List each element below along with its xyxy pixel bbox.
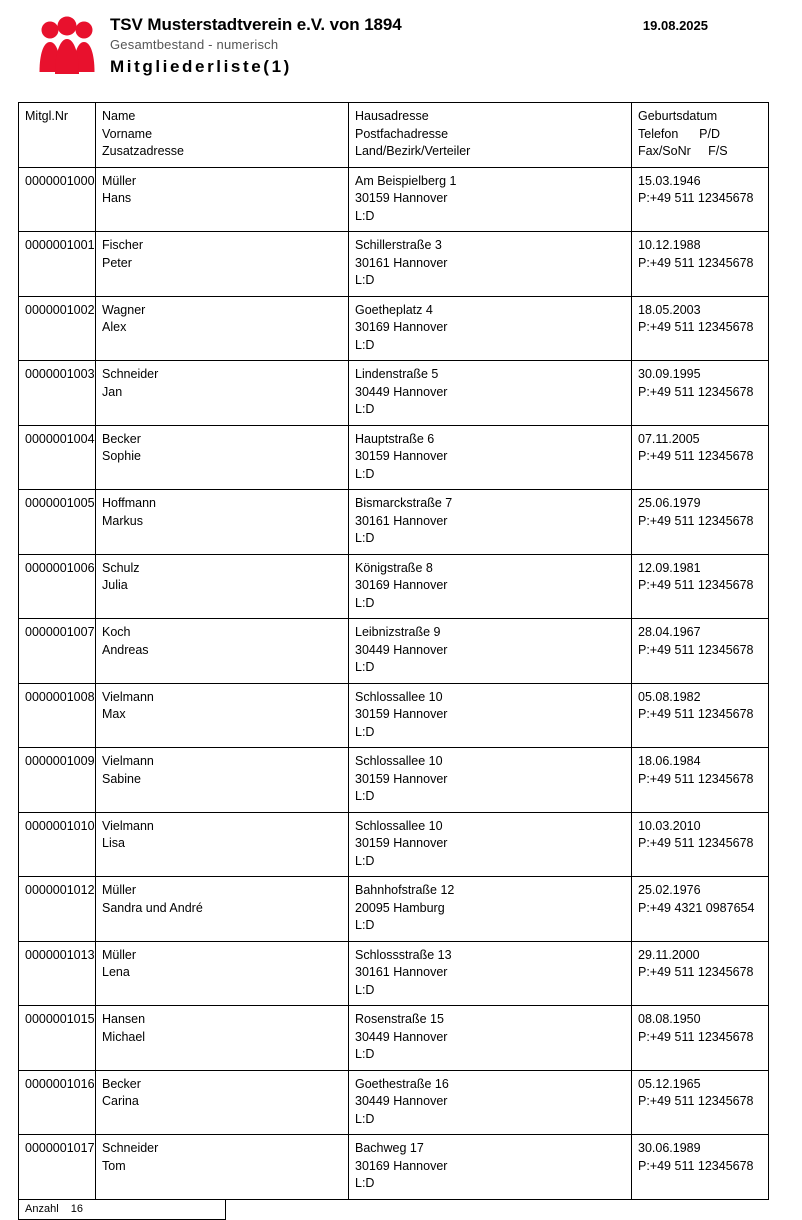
cell-member-number xyxy=(19,554,96,619)
member-country: L:D xyxy=(355,208,375,223)
member-street: Bahnhofstraße 12 xyxy=(355,883,455,897)
member-birthdate: 29.11.2000 xyxy=(638,947,700,962)
member-city: 30169 Hannover xyxy=(355,1158,448,1173)
member-city: 30159 Hannover xyxy=(355,449,448,463)
member-country: L:D xyxy=(355,337,375,352)
member-phone: P:+49 511 12345678 xyxy=(638,1029,754,1044)
table-row xyxy=(19,877,769,942)
cell-birthdate xyxy=(632,490,769,555)
member-lastname: Koch xyxy=(102,625,131,639)
member-lastname: Hoffmann xyxy=(102,496,156,510)
member-birthdate: 08.08.1950 xyxy=(638,1012,701,1026)
member-lastname: Vielmann xyxy=(102,689,154,704)
member-number: 0000001012 xyxy=(25,883,95,897)
cell-name xyxy=(96,232,349,297)
member-birthdate: 10.12.1988 xyxy=(638,238,701,252)
member-city: 30161 Hannover xyxy=(355,255,448,270)
member-birthdate: 07.11.2005 xyxy=(638,431,700,446)
cell-birthdate xyxy=(632,812,769,877)
cell-address xyxy=(349,1070,632,1135)
member-phone: P:+49 511 12345678 xyxy=(638,1158,754,1173)
club-name: TSV Musterstadtverein e.V. von 1894 xyxy=(110,15,402,34)
cell-name xyxy=(96,554,349,619)
header-postfachadresse: Postfachadresse xyxy=(355,126,449,141)
member-lastname: Wagner xyxy=(102,302,146,317)
member-firstname: Andreas xyxy=(102,642,149,657)
member-city: 30449 Hannover xyxy=(355,1029,448,1044)
document-date: 19.08.2025 xyxy=(642,18,708,33)
cell-member-number xyxy=(19,1070,96,1135)
table-row xyxy=(19,232,769,297)
member-number: 0000001006 xyxy=(25,560,95,575)
cell-name xyxy=(96,683,349,748)
member-street: Leibnizstraße 9 xyxy=(355,625,441,639)
member-street: Rosenstraße 15 xyxy=(355,1012,444,1026)
document-header xyxy=(18,10,784,94)
member-number: 0000001003 xyxy=(25,367,95,381)
table-row xyxy=(19,619,769,684)
member-country: L:D xyxy=(355,273,375,287)
member-birthdate: 18.05.2003 xyxy=(638,302,701,317)
member-city: 30169 Hannover xyxy=(355,578,448,592)
cell-birthdate xyxy=(632,748,769,813)
member-country: L:D xyxy=(355,466,375,481)
cell-member-number xyxy=(19,812,96,877)
cell-member-number xyxy=(19,683,96,748)
cell-member-number xyxy=(19,619,96,684)
member-country: L:D xyxy=(355,853,375,868)
cell-member-number xyxy=(19,877,96,942)
member-city: 20095 Hamburg xyxy=(355,900,445,915)
member-phone: P:+49 511 12345678 xyxy=(638,449,754,463)
member-street: Bachweg 17 xyxy=(355,1141,424,1155)
member-firstname: Lena xyxy=(102,965,130,979)
cell-birthdate xyxy=(632,941,769,1006)
cell-address xyxy=(349,877,632,942)
cell-birthdate xyxy=(632,425,769,490)
member-street: Königstraße 8 xyxy=(355,560,433,575)
member-birthdate: 25.06.1979 xyxy=(638,496,701,510)
member-country: L:D xyxy=(355,1111,375,1126)
member-firstname: Alex xyxy=(102,320,127,334)
member-city: 30169 Hannover xyxy=(355,320,448,334)
member-street: Hauptstraße 6 xyxy=(355,431,435,446)
header-telefon: Telefon P/D xyxy=(638,126,720,141)
member-street: Schlossallee 10 xyxy=(355,754,443,768)
member-country: L:D xyxy=(355,531,375,545)
member-phone: P:+49 511 12345678 xyxy=(638,707,754,721)
record-count-label: Anzahl xyxy=(25,1202,59,1215)
cell-name xyxy=(96,1135,349,1200)
member-country: L:D xyxy=(355,1047,375,1061)
header-hausadresse: Hausadresse xyxy=(355,109,429,123)
member-birthdate: 28.04.1967 xyxy=(638,625,701,639)
member-phone: P:+49 511 12345678 xyxy=(638,836,754,850)
cell-member-number xyxy=(19,490,96,555)
member-street: Lindenstraße 5 xyxy=(355,367,439,381)
member-number: 0000001017 xyxy=(25,1141,95,1155)
member-number: 0000001005 xyxy=(25,496,95,510)
cell-name xyxy=(96,296,349,361)
member-number: 0000001002 xyxy=(25,302,95,317)
cell-member-number xyxy=(19,296,96,361)
cell-name xyxy=(96,490,349,555)
cell-birthdate xyxy=(632,1135,769,1200)
member-firstname: Michael xyxy=(102,1029,146,1044)
member-phone: P:+49 511 12345678 xyxy=(638,513,754,528)
cell-birthdate xyxy=(632,296,769,361)
header-land: Land/Bezirk/Verteiler xyxy=(355,144,471,158)
cell-birthdate xyxy=(632,232,769,297)
member-phone: P:+49 511 12345678 xyxy=(638,384,754,399)
header-fax: Fax/SoNr F/S xyxy=(638,144,728,158)
member-birthdate: 10.03.2010 xyxy=(638,818,701,833)
member-lastname: Schulz xyxy=(102,560,140,575)
member-number: 0000001001 xyxy=(25,238,95,252)
member-birthdate: 05.12.1965 xyxy=(638,1076,701,1091)
member-street: Goethestraße 16 xyxy=(355,1076,449,1091)
cell-birthdate xyxy=(632,877,769,942)
member-number: 0000001007 xyxy=(25,625,95,639)
table-header-row xyxy=(19,103,769,168)
cell-member-number xyxy=(19,425,96,490)
member-country: L:D xyxy=(355,918,375,932)
cell-birthdate xyxy=(632,167,769,232)
member-country: L:D xyxy=(355,724,375,739)
cell-member-number xyxy=(19,361,96,426)
member-firstname: Sophie xyxy=(102,449,141,463)
cell-name xyxy=(96,425,349,490)
table-row xyxy=(19,361,769,426)
member-birthdate: 30.09.1995 xyxy=(638,367,701,381)
table-row xyxy=(19,941,769,1006)
cell-name xyxy=(96,748,349,813)
member-country: L:D xyxy=(355,789,375,803)
member-street: Schlossstraße 13 xyxy=(355,947,452,962)
member-firstname: Carina xyxy=(102,1094,139,1108)
header-name: Name xyxy=(102,109,136,123)
members-table xyxy=(18,102,769,1200)
cell-address xyxy=(349,361,632,426)
cell-birthdate xyxy=(632,1006,769,1071)
table-row xyxy=(19,425,769,490)
cell-address xyxy=(349,232,632,297)
cell-name xyxy=(96,167,349,232)
header-titles xyxy=(110,10,643,79)
cell-address xyxy=(349,296,632,361)
member-firstname: Jan xyxy=(102,384,123,399)
cell-birthdate xyxy=(632,361,769,426)
cell-address xyxy=(349,683,632,748)
cell-address xyxy=(349,490,632,555)
cell-member-number xyxy=(19,232,96,297)
cell-name xyxy=(96,812,349,877)
table-row xyxy=(19,1006,769,1071)
cell-address xyxy=(349,941,632,1006)
member-street: Schillerstraße 3 xyxy=(355,238,442,252)
column-header-address xyxy=(349,103,632,168)
member-firstname: Peter xyxy=(102,255,132,270)
member-street: Goetheplatz 4 xyxy=(355,302,433,317)
member-lastname: Becker xyxy=(102,1076,141,1091)
member-country: L:D xyxy=(355,1176,375,1190)
member-phone: P:+49 511 12345678 xyxy=(638,1094,754,1108)
cell-member-number xyxy=(19,1135,96,1200)
cell-birthdate xyxy=(632,619,769,684)
member-firstname: Max xyxy=(102,707,126,721)
member-city: 30159 Hannover xyxy=(355,191,448,205)
cell-birthdate xyxy=(632,683,769,748)
cell-address xyxy=(349,1135,632,1200)
member-country: L:D xyxy=(355,660,375,674)
member-lastname: Müller xyxy=(102,947,137,962)
member-country: L:D xyxy=(355,982,375,997)
table-row xyxy=(19,812,769,877)
member-phone: P:+49 511 12345678 xyxy=(638,965,754,979)
member-number: 0000001008 xyxy=(25,689,95,704)
table-row xyxy=(19,554,769,619)
member-lastname: Schneider xyxy=(102,1141,159,1155)
cell-name xyxy=(96,361,349,426)
member-firstname: Lisa xyxy=(102,836,125,850)
member-city: 30161 Hannover xyxy=(355,965,448,979)
member-lastname: Vielmann xyxy=(102,754,154,768)
member-number: 0000001004 xyxy=(25,431,95,446)
header-geburtsdatum: Geburtsdatum xyxy=(638,109,718,123)
member-firstname: Hans xyxy=(102,191,132,205)
member-phone: P:+49 511 12345678 xyxy=(638,578,754,592)
cell-address xyxy=(349,812,632,877)
member-lastname: Fischer xyxy=(102,238,143,252)
member-phone: P:+49 511 12345678 xyxy=(638,191,754,205)
cell-birthdate xyxy=(632,1070,769,1135)
member-street: Schlossallee 10 xyxy=(355,818,443,833)
member-firstname: Sandra und André xyxy=(102,900,203,915)
member-city: 30449 Hannover xyxy=(355,1094,448,1108)
table-row xyxy=(19,1070,769,1135)
member-lastname: Müller xyxy=(102,883,137,897)
member-lastname: Schneider xyxy=(102,367,159,381)
member-phone: P:+49 4321 0987654 xyxy=(638,900,755,915)
member-country: L:D xyxy=(355,402,375,416)
member-number: 0000001013 xyxy=(25,947,95,962)
table-row xyxy=(19,748,769,813)
cell-address xyxy=(349,425,632,490)
cell-name xyxy=(96,941,349,1006)
cell-member-number xyxy=(19,941,96,1006)
member-phone: P:+49 511 12345678 xyxy=(638,642,754,657)
member-firstname: Markus xyxy=(102,513,143,528)
page-title: Mitgliederliste(1) xyxy=(110,57,292,76)
member-city: 30159 Hannover xyxy=(355,771,448,786)
member-firstname: Sabine xyxy=(102,771,141,786)
member-number: 0000001010 xyxy=(25,818,95,833)
table-row xyxy=(19,1135,769,1200)
member-lastname: Müller xyxy=(102,173,137,188)
member-lastname: Vielmann xyxy=(102,818,154,833)
cell-name xyxy=(96,1006,349,1071)
record-count-value: 16 xyxy=(70,1202,83,1215)
cell-address xyxy=(349,748,632,813)
cell-name xyxy=(96,619,349,684)
column-header-birthdate xyxy=(632,103,769,168)
member-phone: P:+49 511 12345678 xyxy=(638,255,754,270)
cell-birthdate xyxy=(632,554,769,619)
member-firstname: Julia xyxy=(102,578,128,592)
member-birthdate: 18.06.1984 xyxy=(638,754,701,768)
member-birthdate: 05.08.1982 xyxy=(638,689,701,704)
member-street: Schlossallee 10 xyxy=(355,689,443,704)
member-country: L:D xyxy=(355,595,375,610)
record-count-box xyxy=(18,1200,226,1220)
member-number: 0000001000 xyxy=(25,173,95,188)
member-city: 30449 Hannover xyxy=(355,642,448,657)
member-city: 30449 Hannover xyxy=(355,384,448,399)
member-birthdate: 12.09.1981 xyxy=(638,560,701,575)
cell-name xyxy=(96,1070,349,1135)
member-lastname: Hansen xyxy=(102,1012,146,1026)
member-birthdate: 25.02.1976 xyxy=(638,883,701,897)
member-street: Am Beispielberg 1 xyxy=(355,173,457,188)
three-people-logo xyxy=(36,16,98,78)
member-number: 0000001009 xyxy=(25,754,95,768)
member-street: Bismarckstraße 7 xyxy=(355,496,453,510)
member-city: 30161 Hannover xyxy=(355,513,448,528)
cell-member-number xyxy=(19,167,96,232)
cell-address xyxy=(349,167,632,232)
cell-name xyxy=(96,877,349,942)
member-city: 30159 Hannover xyxy=(355,836,448,850)
member-number: 0000001016 xyxy=(25,1076,95,1091)
table-row xyxy=(19,296,769,361)
member-phone: P:+49 511 12345678 xyxy=(638,771,754,786)
table-row xyxy=(19,683,769,748)
report-subtitle: Gesamtbestand - numerisch xyxy=(110,37,279,52)
table-row xyxy=(19,490,769,555)
cell-address xyxy=(349,619,632,684)
member-firstname: Tom xyxy=(102,1158,126,1173)
column-header-number xyxy=(19,103,96,168)
header-vorname: Vorname xyxy=(102,126,153,141)
cell-member-number xyxy=(19,748,96,813)
table-row xyxy=(19,167,769,232)
column-header-name xyxy=(96,103,349,168)
cell-address xyxy=(349,1006,632,1071)
cell-address xyxy=(349,554,632,619)
header-zusatzadresse: Zusatzadresse xyxy=(102,144,184,158)
member-birthdate: 15.03.1946 xyxy=(638,173,701,188)
cell-member-number xyxy=(19,1006,96,1071)
header-nr: Mitgl.Nr xyxy=(25,109,69,123)
member-lastname: Becker xyxy=(102,431,141,446)
member-birthdate: 30.06.1989 xyxy=(638,1141,701,1155)
member-number: 0000001015 xyxy=(25,1012,95,1026)
member-phone: P:+49 511 12345678 xyxy=(638,320,754,334)
member-city: 30159 Hannover xyxy=(355,707,448,721)
